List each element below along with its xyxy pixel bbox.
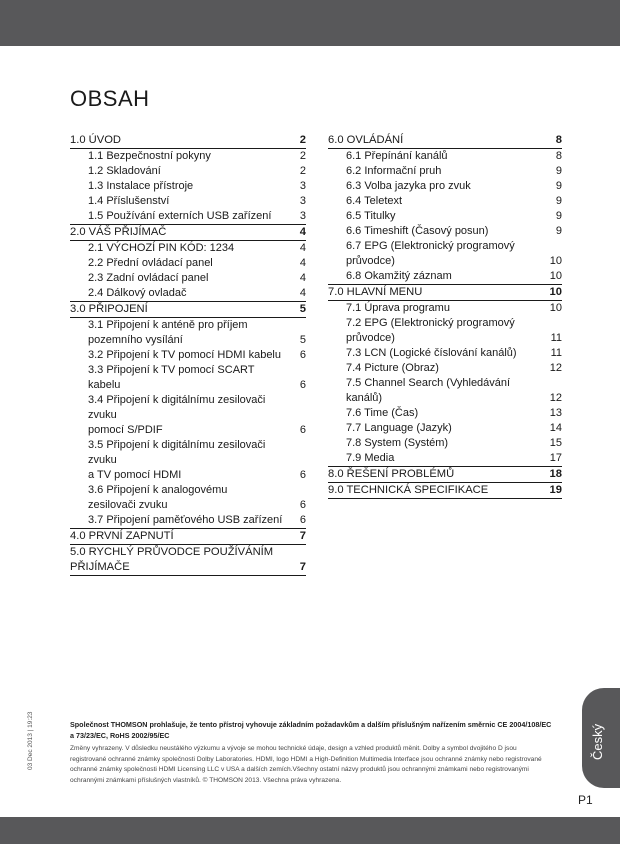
toc-entry-page: 2 bbox=[299, 134, 306, 146]
toc-entry bbox=[328, 209, 562, 224]
toc-entry-title: pozemního vysílání bbox=[88, 334, 183, 346]
toc-entry-title: 7.7 Language (Jazyk) bbox=[346, 422, 452, 434]
toc-entry-page: 17 bbox=[549, 452, 562, 464]
toc-entry bbox=[70, 363, 306, 393]
toc-entry-page: 4 bbox=[299, 257, 306, 269]
toc-entry-page: 14 bbox=[549, 422, 562, 434]
toc-entry bbox=[70, 333, 306, 348]
bottom-bar bbox=[0, 817, 620, 844]
toc-entry bbox=[70, 468, 306, 483]
toc-entry-title: 6.4 Teletext bbox=[346, 195, 403, 207]
toc-entry-title: 3.4 Připojení k digitálnímu zesilovači zvuku bbox=[88, 394, 266, 421]
toc-entry-page: 4 bbox=[299, 226, 306, 238]
toc-entry bbox=[70, 209, 306, 224]
toc-entry-title: pomocí S/PDIF bbox=[88, 424, 163, 436]
toc-entry-title: 3.0 PŘIPOJENÍ bbox=[70, 303, 148, 315]
toc-entry-title: 6.3 Volba jazyka pro zvuk bbox=[346, 180, 471, 192]
toc-entry-title: PŘIJÍMAČE bbox=[70, 561, 130, 573]
toc-entry-title: 3.6 Připojení k analogovému bbox=[88, 484, 228, 496]
toc-entry bbox=[328, 331, 562, 346]
toc-entry-page: 9 bbox=[555, 225, 562, 237]
toc-entry bbox=[328, 301, 562, 316]
toc-entry bbox=[70, 513, 306, 528]
toc-entry-page: 2 bbox=[299, 150, 306, 162]
toc-chapter bbox=[70, 302, 306, 317]
toc-chapter bbox=[328, 285, 562, 300]
toc-entry-title: 7.4 Picture (Obraz) bbox=[346, 362, 439, 374]
toc-left-column bbox=[70, 133, 306, 576]
toc-entry-title: 9.0 TECHNICKÁ SPECIFIKACE bbox=[328, 484, 489, 496]
toc-entry-page: 2 bbox=[299, 165, 306, 177]
toc-entry-page: 9 bbox=[555, 180, 562, 192]
toc-entry bbox=[328, 436, 562, 451]
toc-entry-title: 3.1 Připojení k anténě pro příjem bbox=[88, 319, 248, 331]
toc-entry bbox=[70, 348, 306, 363]
toc-entry bbox=[70, 179, 306, 194]
toc-entry bbox=[70, 393, 306, 423]
toc-entry-title: 7.8 System (Systém) bbox=[346, 437, 449, 449]
toc-entry-page: 3 bbox=[299, 180, 306, 192]
toc-entry-title: průvodce) bbox=[346, 332, 395, 344]
page-number: P1 bbox=[578, 793, 593, 807]
toc-entry-page: 12 bbox=[549, 392, 562, 404]
toc-entry-title: 2.4 Dálkový ovladač bbox=[88, 287, 187, 299]
toc-entry bbox=[328, 269, 562, 284]
toc-entry-page: 12 bbox=[549, 362, 562, 374]
toc-entry-page: 9 bbox=[555, 195, 562, 207]
toc-entry-page: 7 bbox=[299, 561, 306, 573]
toc-entry bbox=[70, 286, 306, 301]
toc-entry-title: 2.2 Přední ovládací panel bbox=[88, 257, 213, 269]
toc-entry-page: 4 bbox=[299, 287, 306, 299]
page-title: OBSAH bbox=[70, 86, 150, 111]
toc-chapter bbox=[328, 483, 562, 498]
toc-entry-page: 5 bbox=[299, 334, 306, 346]
toc-entry bbox=[70, 318, 306, 333]
legal-notice: Změny vyhrazeny. V důsledku neustálého výzkumu a vývoje se mohou technické údaje, design a vzhled produktů měnit. Dolby a symbol dvojitého D jsou registrované ochranné známky společnosti Dolby Laboratories. HDMI, logo HDMI a High-Definition Multimedia Interface jsou ochranné známky nebo registrované ochranné známky společnosti HDMI Licensing LLC v USA a dalších zemích.Všechny ostatní názvy produktů jsou ochrannými známkami nebo registrovanými ochrannými známkami příslušných vlastníků. © THOMSON 2013. Všechna práva vyhrazena. bbox=[70, 745, 542, 784]
toc-entry bbox=[328, 451, 562, 466]
toc-entry-title: 6.5 Titulky bbox=[346, 210, 396, 222]
toc-entry bbox=[70, 438, 306, 468]
toc-entry-page: 11 bbox=[550, 347, 562, 359]
toc-chapter bbox=[70, 225, 306, 240]
toc-entry-title: 6.1 Přepínání kanálů bbox=[346, 150, 448, 162]
toc-entry-page: 15 bbox=[549, 437, 562, 449]
toc-entry-page: 10 bbox=[549, 270, 562, 282]
toc-entry-title: 1.3 Instalace přístroje bbox=[88, 180, 194, 192]
toc-entry-page: 8 bbox=[555, 150, 562, 162]
toc-entry-page: 10 bbox=[549, 302, 562, 314]
toc-entry bbox=[328, 406, 562, 421]
toc-entry bbox=[328, 376, 562, 406]
print-date: 03 Dec 2013 | 19:23 bbox=[27, 711, 34, 770]
toc-entry-title: 6.7 EPG (Elektronický programový bbox=[346, 240, 515, 252]
toc-entry-title: 6.8 Okamžitý záznam bbox=[346, 270, 452, 282]
toc-entry bbox=[70, 271, 306, 286]
toc-entry bbox=[328, 164, 562, 179]
toc-entry-page: 18 bbox=[549, 468, 562, 480]
toc-entry bbox=[328, 254, 562, 269]
toc-entry-title: průvodce) bbox=[346, 255, 395, 267]
toc-entry-title: 1.5 Používání externích USB zařízení bbox=[88, 210, 272, 222]
toc-entry bbox=[70, 498, 306, 513]
toc-entry-page: 8 bbox=[555, 134, 562, 146]
toc-entry-title: 7.1 Úprava programu bbox=[346, 302, 450, 314]
toc-divider bbox=[70, 575, 306, 576]
toc-entry-title: 7.3 LCN (Logické číslování kanálů) bbox=[346, 347, 517, 359]
toc-entry-page: 6 bbox=[299, 469, 306, 481]
toc-entry bbox=[328, 316, 562, 331]
toc-entry-page: 6 bbox=[299, 379, 306, 391]
toc-chapter bbox=[70, 545, 306, 560]
toc-entry bbox=[70, 194, 306, 209]
toc-entry-page: 9 bbox=[555, 165, 562, 177]
toc-entry-page: 10 bbox=[549, 286, 562, 298]
toc-entry-title: 7.0 HLAVNÍ MENU bbox=[328, 286, 423, 298]
toc-entry bbox=[70, 149, 306, 164]
toc-entry-title: 6.0 OVLÁDÁNÍ bbox=[328, 134, 404, 146]
toc-entry-title: 4.0 PRVNÍ ZAPNUTÍ bbox=[70, 530, 174, 542]
toc-entry bbox=[328, 421, 562, 436]
toc-entry-title: 5.0 RYCHLÝ PRŮVODCE POUŽÍVÁNÍM bbox=[70, 546, 274, 558]
toc-entry bbox=[328, 149, 562, 164]
toc-entry-title: 2.3 Zadní ovládací panel bbox=[88, 272, 209, 284]
toc-entry-title: 7.2 EPG (Elektronický programový bbox=[346, 317, 515, 329]
toc-entry-title: 1.2 Skladování bbox=[88, 165, 161, 177]
toc-entry bbox=[70, 483, 306, 498]
toc-chapter bbox=[70, 133, 306, 148]
toc-entry-title: 7.6 Time (Čas) bbox=[346, 407, 419, 419]
toc-entry-title: zesilovači zvuku bbox=[88, 499, 168, 511]
toc-entry-page: 7 bbox=[299, 530, 306, 542]
toc-entry-title: 7.9 Media bbox=[346, 452, 395, 464]
toc-entry-page: 6 bbox=[299, 514, 306, 526]
toc-entry-title: 6.2 Informační pruh bbox=[346, 165, 442, 177]
toc-entry bbox=[328, 239, 562, 254]
toc-entry-page: 5 bbox=[299, 303, 306, 315]
toc-chapter bbox=[70, 560, 306, 575]
toc-entry-title: 3.5 Připojení k digitálnímu zesilovači zvuku bbox=[88, 439, 266, 466]
toc-entry-page: 6 bbox=[299, 349, 306, 361]
toc-entry-page: 9 bbox=[555, 210, 562, 222]
toc-entry bbox=[70, 241, 306, 256]
toc-entry-page: 19 bbox=[549, 484, 562, 496]
toc-entry-title: 1.4 Příslušenství bbox=[88, 195, 170, 207]
toc-entry bbox=[328, 179, 562, 194]
language-label: Český bbox=[590, 723, 605, 760]
toc-entry-page: 4 bbox=[299, 272, 306, 284]
top-bar bbox=[0, 0, 620, 46]
toc-entry bbox=[70, 423, 306, 438]
toc-entry bbox=[70, 164, 306, 179]
toc-entry-page: 6 bbox=[299, 424, 306, 436]
toc-entry bbox=[328, 361, 562, 376]
toc-entry-page: 13 bbox=[549, 407, 562, 419]
toc-entry-title: 3.2 Připojení k TV pomocí HDMI kabelu bbox=[88, 349, 281, 361]
toc-entry-title: 8.0 ŘEŠENÍ PROBLÉMŮ bbox=[328, 468, 455, 480]
toc-entry bbox=[70, 256, 306, 271]
toc-right-column bbox=[328, 133, 562, 499]
toc-entry-page: 4 bbox=[299, 242, 306, 254]
toc-entry-page: 11 bbox=[550, 332, 562, 344]
toc-entry-title: 3.3 Připojení k TV pomocí SCART kabelu bbox=[88, 364, 255, 391]
toc-entry-title: 7.5 Channel Search (Vyhledávání kanálů) bbox=[346, 377, 511, 404]
conformity-declaration: Společnost THOMSON prohlašuje, že tento přístroj vyhovuje základním požadavkům a dalším příslušným nařízením směrnic CE 2004/108/EC a 73/23/EC, RoHS 2002/95/EC bbox=[70, 720, 552, 740]
toc-entry bbox=[328, 224, 562, 239]
toc-entry-page: 6 bbox=[299, 499, 306, 511]
toc-chapter bbox=[328, 467, 562, 482]
toc-chapter bbox=[70, 529, 306, 544]
toc-chapter bbox=[328, 133, 562, 148]
toc-entry-title: 6.6 Timeshift (Časový posun) bbox=[346, 225, 489, 237]
toc-entry-title: 3.7 Připojení paměťového USB zařízení bbox=[88, 514, 283, 526]
toc-entry-title: 1.0 ÚVOD bbox=[70, 134, 121, 146]
toc-entry bbox=[328, 346, 562, 361]
toc-entry-title: 2.0 VÁŠ PŘIJÍMAČ bbox=[70, 226, 167, 238]
toc-entry-title: a TV pomocí HDMI bbox=[88, 469, 182, 481]
toc-divider bbox=[328, 498, 562, 499]
toc-entry bbox=[328, 194, 562, 209]
toc-entry-page: 3 bbox=[299, 210, 306, 222]
toc-entry-page: 10 bbox=[549, 255, 562, 267]
toc-entry-page: 3 bbox=[299, 195, 306, 207]
toc-entry-title: 1.1 Bezpečnostní pokyny bbox=[88, 150, 211, 162]
toc-entry-title: 2.1 VÝCHOZÍ PIN KÓD: 1234 bbox=[88, 242, 235, 254]
